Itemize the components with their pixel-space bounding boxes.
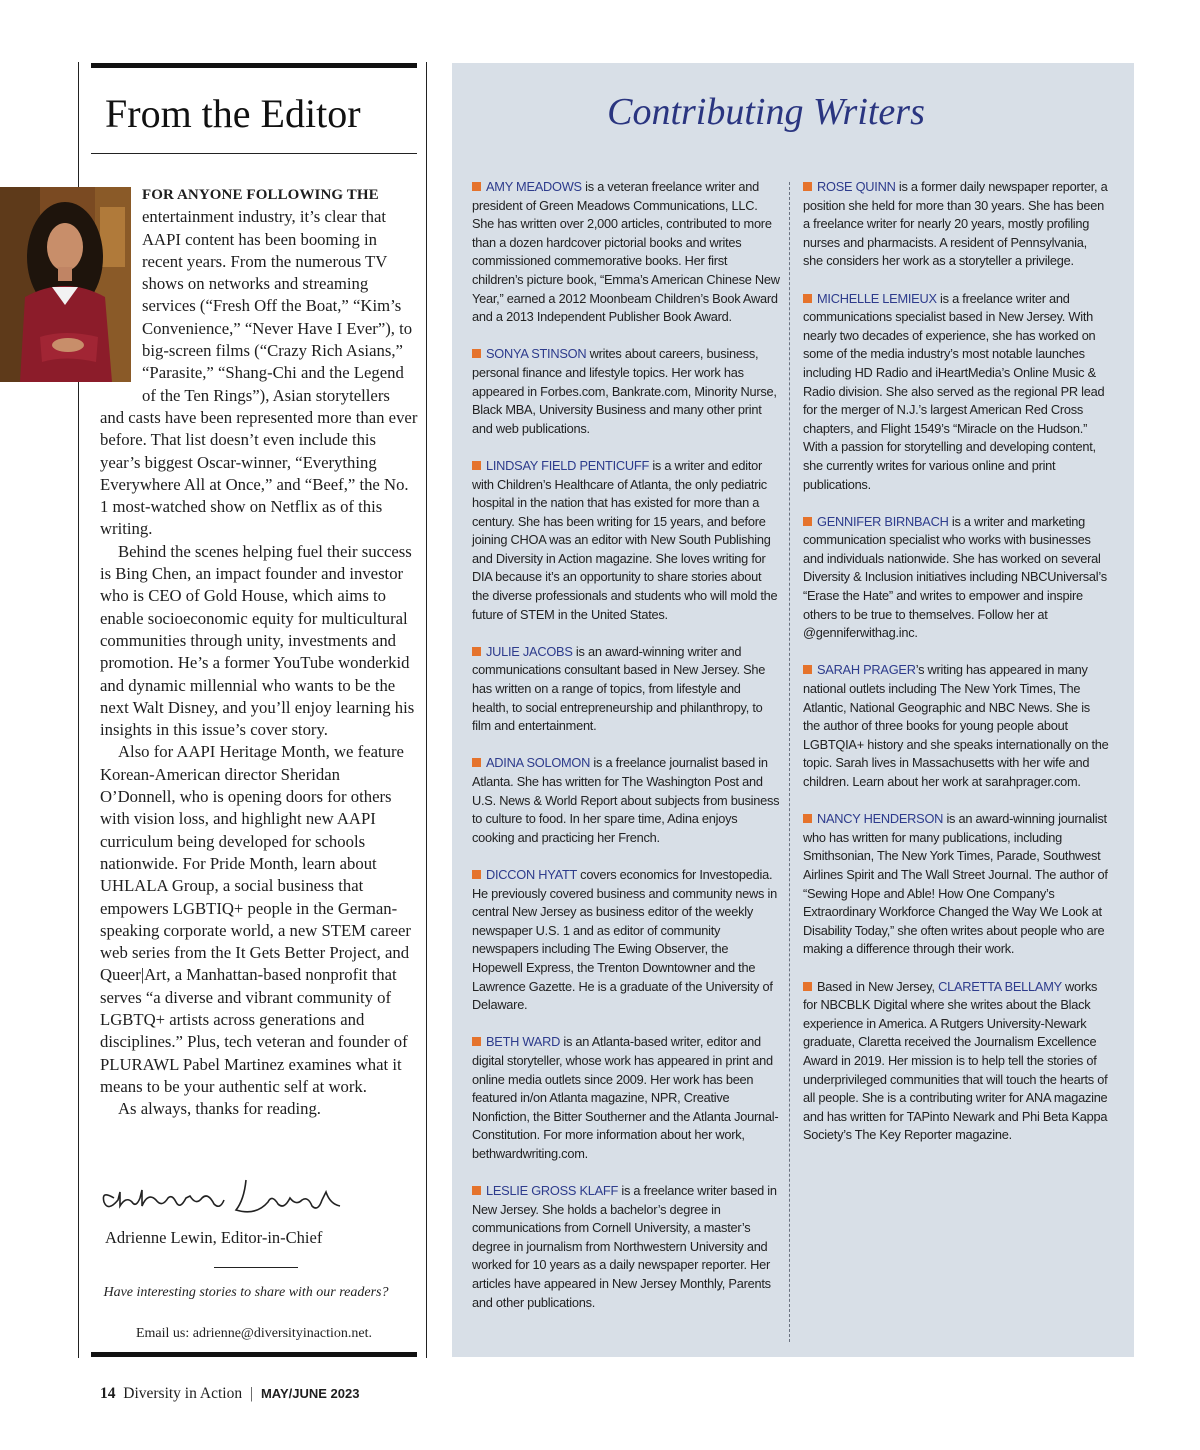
pitch-text: Have interesting stories to share with our readers?	[103, 1285, 389, 1300]
writer-name: CLARETTA BELLAMY	[938, 978, 1062, 994]
bio-text: writes about careers, business, personal finance and lifestyle topics. Her work has appeared in Forbes.com, Bankrate.com, Minority Nurse, Black MBA, University Business and many other print and web publications.	[472, 346, 777, 436]
bio-text: is a former daily newspaper reporter, a position she held for more than 30 years. She has been a freelance writer for nearly 20 years, mostly profiling nurses and pharmacists. A resident of Pennsylvania, she considers her work as a storyteller a privilege.	[803, 179, 1108, 269]
signature	[96, 1170, 356, 1225]
top-bar	[91, 63, 417, 68]
paragraph-1	[100, 183, 418, 541]
writer-name: LINDSAY FIELD PENTICUFF	[486, 457, 650, 473]
writer-name: BETH WARD	[486, 1034, 561, 1050]
bullet-square-icon	[472, 349, 481, 358]
contributors-divider	[789, 182, 790, 1342]
paragraph-4: As always, thanks for reading.	[118, 1099, 321, 1119]
paragraph-2: Behind the scenes helping fuel their success is Bing Chen, an impact founder and investor who is CEO of Gold House, which aims to enable socioeconomic equity for multicultural communities through unity, investments and promotion. He’s a former YouTube wonderkid and dynamic millennial who wants to be the next Walt Disney, and you’ll enjoy learning his insights in this issue’s cover story.	[100, 541, 415, 740]
editor-title: From the Editor	[105, 91, 361, 136]
bio-text: is an award-winning journalist who has written for many publications, including Smithsonian, The New York Times, Parade, Southwest Airlines Spirit and The Wall Street Journal. The author of “Sewing Hope and Able! How One Company’s Extraordinary Workforce Changed the Way We Look at Disability Today,” she often writes about people who are making a difference through their work.	[803, 811, 1108, 957]
contributors-column-left	[472, 178, 780, 1331]
bio-text: works for NBCBLK Digital where she writes about the Black experience in America. A Rutgers University-Newark graduate, Claretta received the Journalism Excellence Award in 2019. Her mission is to help tell the stories of underprivileged communities that will touch the hearts of all people. She is a contributing writer for ANA magazine and has written for TAPinto Newark and Phi Beta Kappa Society’s The Key Reporter magazine.	[803, 978, 1108, 1143]
lead-in: FOR ANYONE FOLLOWING THE	[142, 187, 379, 203]
bio-text: is a freelance writer and communications specialist based in New Jersey. With nearly two decades of experience, she has worked on some of the media industry’s most notable launches including HD Radio and iHeartMedia’s Online Music & Radio division. She also served as the regional PR lead for the merger of N.J.’s largest American Red Cross chapters, and Flight 1549’s “Miracle on the Hudson.” With a passion for storytelling and developing content, she currently writes for various online and print publications.	[803, 290, 1105, 492]
editor-letter	[100, 183, 418, 1120]
publication-name: Diversity in Action	[123, 1385, 243, 1402]
bullet-square-icon	[472, 647, 481, 656]
bio-text: covers economics for Investopedia. He previously covered business and community news in central New Jersey as business editor of the weekly newspaper U.S. 1 and as editor of community newspapers including The Ewing Observer, the Hopewell Express, the Trenton Downtowner and the Lawrence Gazette. He is a graduate of the University of Delaware.	[472, 866, 777, 1013]
bio-text: is a writer and marketing communication specialist who works with businesses and individuals nationwide. She has worked on several Diversity & Inclusion initiatives including NBCUniversal’s “Erase the Hate” and writes to empower and inspire others to be true to themselves. Follow her at @genniferwithag.inc.	[803, 513, 1107, 641]
bio-sonya-stinson	[472, 345, 780, 438]
bio-sarah-prager	[803, 661, 1110, 791]
footer-separator: |	[249, 1385, 254, 1402]
bio-text: ’s writing has appeared in many national outlets including The New York Times, The Atlantic, National Geographic and NBC News. She is the author of three books for young people about LGBTQIA+ history and she speaks internationally on the topic. Sarah lives in Massachusetts with her wife and children. Learn about her work at sarahprager.com.	[803, 662, 1109, 789]
paragraph-3: Also for AAPI Heritage Month, we feature Korean-American director Sheridan O’Donnell, who is opening doors for others with vision loss, and highlight new AAPI curriculum being developed for schools nationwide. For Pride Month, learn about UHLALA Group, a social business that empowers LGBTIQ+ people in the German-speaking corporate world, a new STEM career web series from the It Gets Better Project, and Queer|Art, a Manhattan-based nonprofit that serves “a diverse and vibrant community of LGBTQ+ artists across generations and disciplines.” Plus, tech veteran and founder of PLURAWL Pabel Martinez examines what it means to be your authentic self at work.	[100, 742, 411, 1096]
writer-name: ROSE QUINN	[817, 179, 896, 194]
writer-name: AMY MEADOWS	[486, 179, 582, 194]
bullet-square-icon	[472, 461, 481, 470]
contributors-column-right	[803, 178, 1110, 1163]
writer-name: SARAH PRAGER	[817, 662, 916, 678]
bullet-square-icon	[803, 517, 812, 526]
bio-lead: Based in New Jersey,	[817, 978, 939, 994]
writer-name: JULIE JACOBS	[486, 643, 573, 659]
writer-name: SONYA STINSON	[486, 346, 587, 362]
bio-claretta-bellamy	[803, 978, 1110, 1145]
bullet-square-icon	[472, 182, 481, 191]
bio-amy-meadows	[472, 178, 780, 327]
bio-lindsay-field-penticuff	[472, 457, 780, 624]
bullet-square-icon	[803, 665, 812, 674]
bio-leslie-gross-klaff	[472, 1182, 780, 1312]
bullet-square-icon	[803, 982, 812, 991]
issue-date: MAY/JUNE 2023	[260, 1386, 360, 1401]
bio-michelle-lemieux	[803, 290, 1110, 495]
contact-email: Email us: adrienne@diversityinaction.net.	[135, 1326, 373, 1341]
editor-header	[91, 63, 417, 154]
bio-text: is a writer and editor with Children’s Healthcare of Atlanta, the only pediatric hospital in the nation that has existed for more than a century. She has been writing for 15 years, and before joining CHOA was an editor with New South Publishing and Diversity in Action magazine. She loves writing for DIA because it’s an opportunity to share stories about the diverse professionals and students who will mold the future of STEM in the United States.	[472, 457, 778, 622]
bullet-square-icon	[803, 294, 812, 303]
bio-diccon-hyatt	[472, 866, 780, 1015]
signer-name: Adrienne Lewin, Editor-in-Chief	[105, 1228, 323, 1247]
column-divider-rule	[426, 62, 427, 1358]
page-number: 14	[100, 1385, 116, 1402]
bio-adina-solomon	[472, 754, 780, 847]
bullet-square-icon	[472, 758, 481, 767]
paragraph-1-text: entertainment industry, it’s clear that AAPI content has been booming in recent years. From the numerous TV shows on networks and streaming services (“Fresh Off the Boat,” “Kim’s Convenience,” “Never Have I Ever”), to big-screen films (“Crazy Rich Asians,” “Parasite,” “Shang-Chi and the Legend of the Ten Rings”), Asian storytellers and casts have been represented more than ever before. That list doesn’t even include this year’s biggest Oscar-winner, “Everything Everywhere All at Once,” and “Beef,” the No. 1 most-watched show on Netflix as of this writing.	[100, 207, 418, 539]
bio-beth-ward	[472, 1033, 780, 1163]
photo-wrap-space	[100, 183, 142, 397]
writer-name: GENNIFER BIRNBACH	[817, 513, 949, 529]
bottom-bar	[91, 1352, 417, 1357]
bio-julie-jacobs	[472, 643, 780, 736]
writer-name: ADINA SOLOMON	[486, 755, 591, 771]
bio-text: is an award-winning writer and communications consultant based in New Jersey. She has written on a range of topics, from lifestyle and health, to social entrepreneurship and philanthropy, to film and entertainment.	[472, 643, 766, 734]
writer-name: NANCY HENDERSON	[817, 811, 944, 827]
page-footer	[100, 1385, 359, 1403]
bio-text: is a veteran freelance writer and president of Green Meadows Communications, LLC. She has written over 2,000 articles, contributed to more than a dozen hardcover pictorial books and writes commissioned commemorative books. Her first children’s picture book, “Emma’s American Chinese New Year,” earned a 2012 Moonbeam Children’s Book Award and a 2013 Independent Publisher Book Award.	[472, 179, 780, 325]
bio-text: is a freelance journalist based in Atlanta. She has written for The Washington Post and U.S. News & World Report about subjects from business to culture to food. In her spare time, Adina enjoys cooking and practicing her French.	[472, 755, 780, 845]
writer-name: MICHELLE LEMIEUX	[817, 290, 937, 306]
bio-rose-quinn	[803, 178, 1110, 271]
bullet-square-icon	[472, 870, 481, 879]
bio-text: is a freelance writer based in New Jersey. She holds a bachelor’s degree in communications from Cornell University, a master’s degree in journalism from Northwestern University and worked for 10 years as a daily newspaper reporter. Her articles have appeared in New Jersey Monthly, Parents and other publications.	[472, 1183, 777, 1310]
bullet-square-icon	[472, 1037, 481, 1046]
bullet-square-icon	[472, 1186, 481, 1195]
bio-nancy-henderson	[803, 810, 1110, 959]
bio-text: is an Atlanta-based writer, editor and digital storyteller, whose work has appeared in print and online media outlets since 2009. Her work has been featured in/on Atlanta magazine, NPR, Creative Nonfiction, the Bitter Southerner and the Atlanta Journal-Constitution. For more information about her work, bethwardwriting.com.	[472, 1034, 779, 1161]
bio-gennifer-birnbach	[803, 513, 1110, 643]
bullet-square-icon	[803, 182, 812, 191]
writer-name: LESLIE GROSS KLAFF	[486, 1183, 619, 1199]
bullet-square-icon	[803, 814, 812, 823]
short-rule	[214, 1267, 298, 1268]
writer-name: DICCON HYATT	[486, 866, 577, 882]
contributors-title: Contributing Writers	[607, 91, 925, 133]
title-rule	[91, 153, 417, 154]
